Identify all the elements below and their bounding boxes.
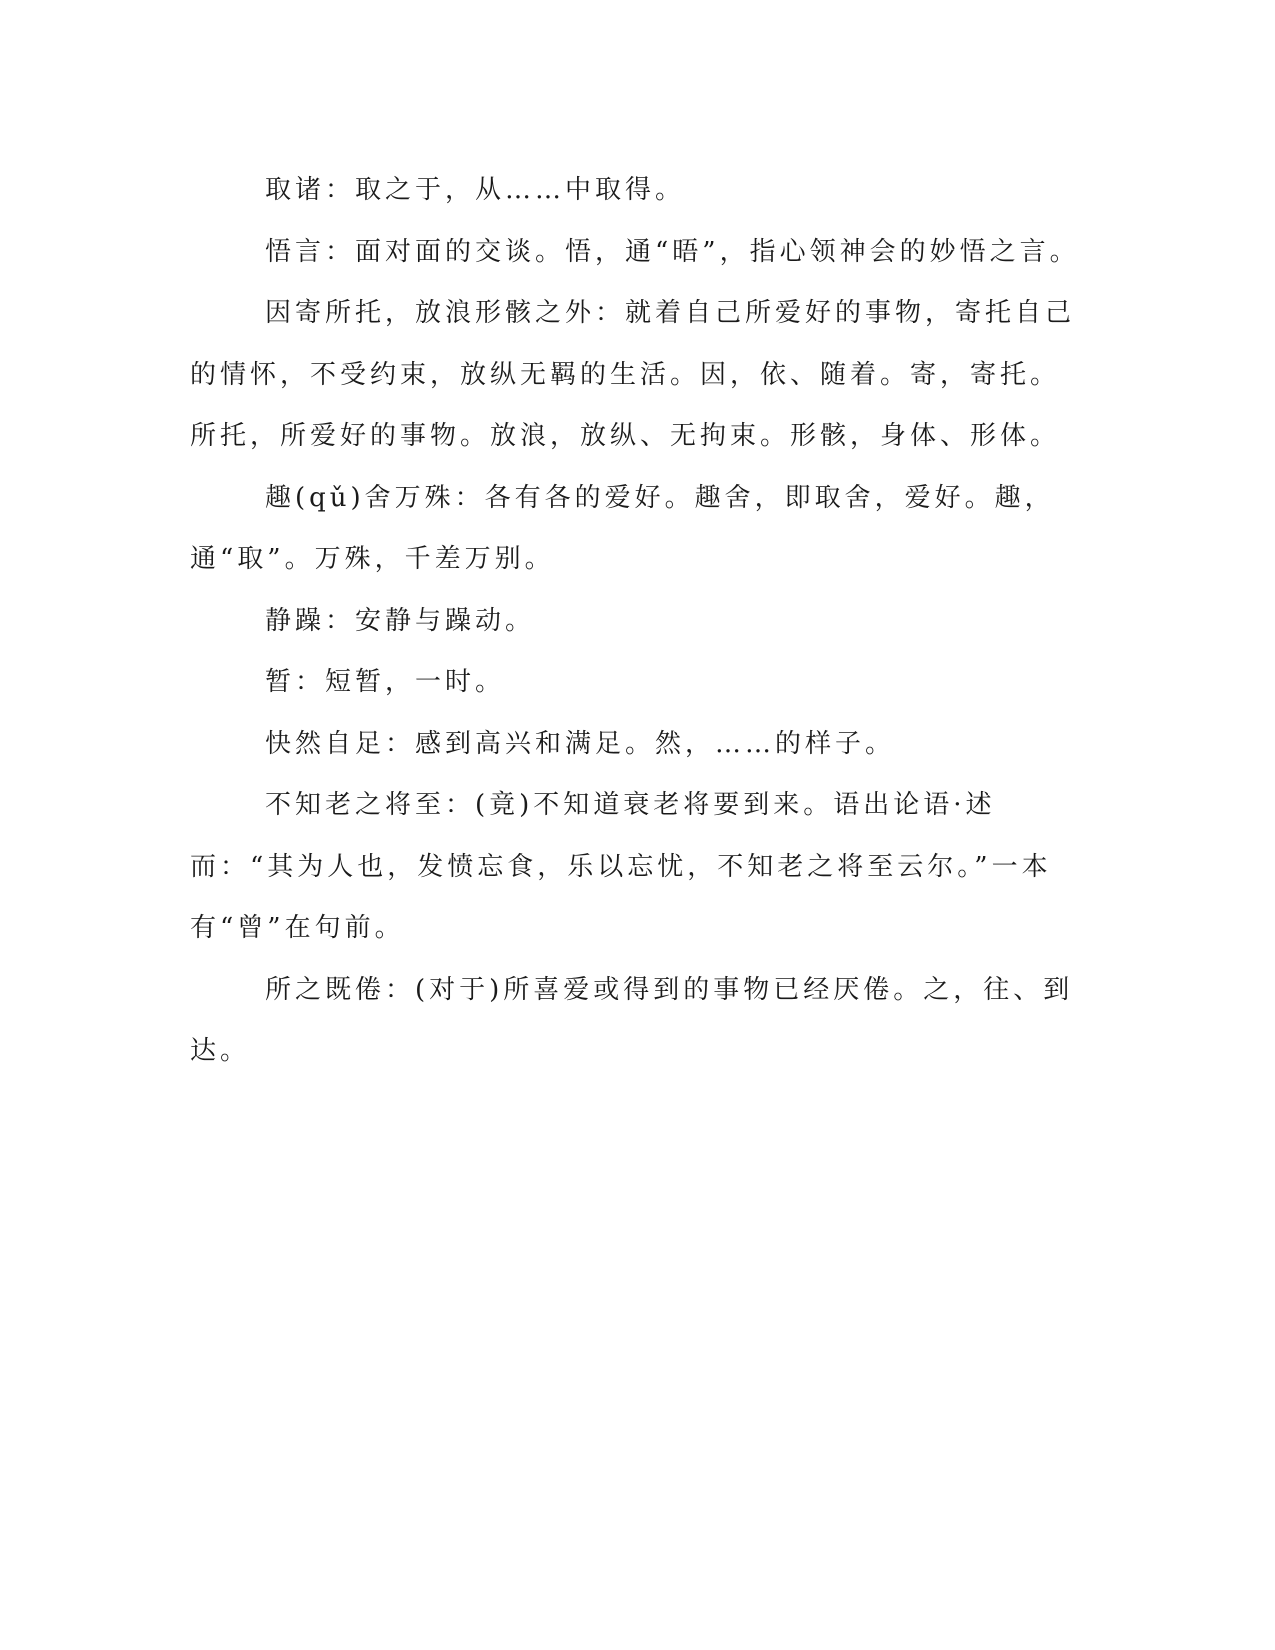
annotation-paragraph-wuyan: 悟言：面对面的交谈。悟，通“晤”，指心领神会的妙悟之言。 xyxy=(265,236,1080,267)
annotation-paragraph-yinjisuotuo: 因寄所托，放浪形骸之外：就着自己所爱好的事物，寄托自己的情怀，不受约束，放纵无羁的生活。因，依、随着。寄，寄托。所托，所爱好的事物。放浪，放纵、无拘束。形骸，身体、形体。 xyxy=(190,298,1076,451)
annotation-text-body xyxy=(190,160,1082,1083)
annotation-paragraph-suozhijijuan: 所之既倦：(对于)所喜爱或得到的事物已经厌倦。之，往、到达。 xyxy=(190,974,1074,1066)
annotation-paragraph-jingzao: 静躁：安静与躁动。 xyxy=(265,605,536,636)
annotation-paragraph-quzhu: 取诸：取之于，从……中取得。 xyxy=(265,175,686,205)
annotation-paragraph-zan: 暂：短暂，一时。 xyxy=(265,667,506,697)
annotation-paragraph-qushewanshu: 趣(qǔ)舍万殊：各有各的爱好。趣舍，即取舍，爱好。趣，通“取”。万殊，千差万别。 xyxy=(190,482,1055,574)
annotation-paragraph-kuairanzizu: 快然自足：感到高兴和满足。然，……的样子。 xyxy=(265,728,896,759)
annotation-paragraph-buzhilaozhijiangzhi: 不知老之将至：(竟)不知道衰老将要到来。语出论语·述而：“其为人也，发愤忘食，乐以忘忧，不知老之将至云尔。”一本有“曾”在句前。 xyxy=(190,790,1052,943)
